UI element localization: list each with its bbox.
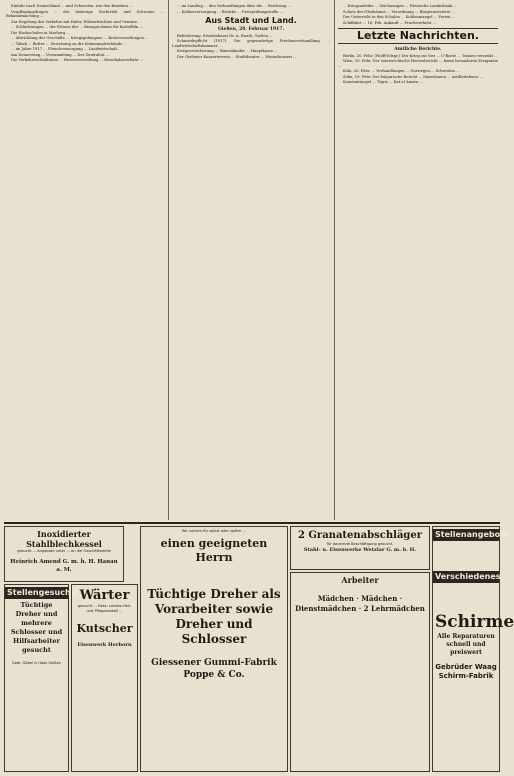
ad-body: Mädchen · Mädchen · Dienstmädchen · 2 Lehrmädchen xyxy=(295,594,425,613)
paragraph: Einfuhr nach Deutschland ... und Schweden, wie den Bezirken ... xyxy=(11,4,133,8)
paragraph: ... Abwicklung der Geschäfte ... Kriegsgefangene ... Kreisverwaltungen ... xyxy=(11,36,149,41)
ad-body: Tüchtige Dreher als Vorarbeiter sowie Dreher und Schlosser xyxy=(147,586,281,646)
paragraph: Köln, 20. Febr. ... Verhandlungen ... Norwegen ... Schweden ... xyxy=(343,69,460,74)
paragraph: Schiffahrt ... 16. Feb. Ankunft ... Frachtverkehr ... xyxy=(343,20,437,25)
paragraph: Die Hochschulen in Marburg ... xyxy=(11,30,70,35)
dateline: Gießen, 20. Februar 1917. xyxy=(217,27,285,33)
ad-intro: Wir suchen für sofort oder später ... xyxy=(181,529,247,533)
paragraph: Verpflegungsfragen ... der bisherige Zuchtvieh und Schweine ... Bekanntmachung ... xyxy=(6,9,164,19)
paragraph: Berlin, 20. Febr. (Wolff-Telegr.) Der Krieg zur See ... U-Boote ... Tonnen versenkt ... xyxy=(343,53,498,58)
classified-ads-section xyxy=(4,522,514,776)
paragraph: Der Gießener Konzertverein ... Stadttheater ... Winterkonzert ... xyxy=(177,54,297,59)
paragraph: Konstantinopel ... Tigris ... Kut el Amara ... xyxy=(343,80,423,85)
column-rule xyxy=(168,0,169,520)
ad-headline: einen geeigneten Herrn xyxy=(160,536,268,564)
ad-grenade-workers xyxy=(290,526,430,570)
column-rule xyxy=(334,0,335,520)
editorial-section xyxy=(6,0,498,520)
paragraph: Zur Regelung des Verkehrs mit Hafer, Hülsenfrüchten und Gemüse ... xyxy=(11,19,142,24)
section-heading-local-news: Aus Stadt und Land. xyxy=(205,16,297,26)
ad-footer: Heinrich Amend G. m. b. H. Hanau a. M. xyxy=(10,558,118,573)
ad-body: gesucht ... Hess. Landes-Heil- und Pflegeanstalt ... xyxy=(77,604,132,613)
paragraph: Schutz der Obstbäume ... Verordnung ... Bürgermeisterei ... xyxy=(343,9,455,14)
paragraph: ... Kriegsanleihe ... Zeichnungen ... Hessische Landesbank ... xyxy=(343,4,457,8)
ad-title: Arbeiter xyxy=(341,575,379,585)
column-3 xyxy=(338,4,498,518)
paragraph: Sofia, 19. Febr. Der bulgarische Bericht ... Mazedonien ... Artilleriefeuer ... xyxy=(343,74,484,79)
ad-footer: Gebrüder Waag Schirm-Fabrik xyxy=(435,663,497,680)
ad-umbrellas xyxy=(432,526,514,772)
paragraph: Wien, 20. Febr. Der österreichische Heeresbericht ... keine besonderen Ereignisse ... xyxy=(338,59,498,68)
ad-body: Alle Reparaturen schnell und preiswert xyxy=(437,633,495,656)
ad-sub-title: Kutscher xyxy=(76,622,133,636)
paragraph: ... Tabak ... Butter ... Zuweisung an die Kommunalverbände ... xyxy=(11,41,128,46)
ad-sub-title: Verschiedenes xyxy=(435,572,501,581)
ad-company: Stahl- u. Eisenwerke Wetzlar G. m. b. H. xyxy=(303,546,417,553)
paragraph: Schmiedepflicht (1917). Die gegenwärtige Friedensverhandlung ... Landwirtschaftskammer ... xyxy=(172,39,330,48)
ad-footer: Gebr. Göbel & Haas Gießen xyxy=(11,661,62,665)
paragraph: ... im Jahre 1917 ... Fleischversorgung ... Landwirtschaft ... xyxy=(11,47,122,52)
paragraph: ... im Landtag ... den Verhandlungen über die ... Reichstag ... xyxy=(177,4,292,8)
ad-small-classifieds xyxy=(290,572,430,772)
ad-body: für dauernde Beschäftigung gesucht. xyxy=(326,542,394,546)
ad-title: Inoxidierter Stahlblechkessel xyxy=(26,529,102,549)
column-2 xyxy=(172,4,330,518)
ad-body: gesucht ... Angebote unter ... an die Geschäftsstelle xyxy=(17,549,111,553)
ad-body: Tüchtige Dreher und mehrere Schlosser und Hilfsarbeiter gesucht xyxy=(10,601,63,654)
ad-steel-kettle xyxy=(4,526,124,582)
ad-title: Wärter xyxy=(79,588,130,603)
paragraph: Die Verkehrsverhältnisse ... Heeresverwaltung ... Eisenbahnverkehr ... xyxy=(11,58,144,63)
ad-footer: Eisenwerk Herborn xyxy=(77,642,132,649)
section-heading-latest-news: Letzte Nachrichten. xyxy=(338,28,498,44)
paragraph: ... Kohlenversorgung ... Bezirke ... Preisprüfungsstelle ... xyxy=(177,9,284,14)
column-1 xyxy=(6,4,164,518)
paragraph: Kriegsversicherung ... Waisenkinder ... Hauptkasse ... xyxy=(177,49,278,54)
paragraph: Am Donnerstag ... Versammlung ... Der Zentralrat ... xyxy=(11,52,110,57)
ad-big-word: Schirme xyxy=(435,612,514,632)
ad-rubber-factory xyxy=(140,526,288,772)
sub-heading: Amtliche Berichte. xyxy=(394,47,442,53)
ad-workers-wanted xyxy=(4,584,77,772)
paragraph: ... Schlachtungen ... der Erlasse der ... Bezugsscheine für Kartoffeln ... xyxy=(11,25,144,30)
ad-title: Stellenangebote xyxy=(435,530,510,539)
ad-title: Stellengesuche xyxy=(7,588,77,597)
paragraph: Beförderung. Eisenbahnrat Dr. A. Rauth, Gießen ... xyxy=(177,33,273,38)
paragraph: Der Unterricht in den Schulen ... Kohlenmangel ... Ferien ... xyxy=(343,15,456,20)
ad-warder xyxy=(71,584,138,772)
ad-company: Giessener Gummi-Fabrik Poppe & Co. xyxy=(151,657,277,680)
ad-title: 2 Granatenabschläger xyxy=(297,530,423,541)
